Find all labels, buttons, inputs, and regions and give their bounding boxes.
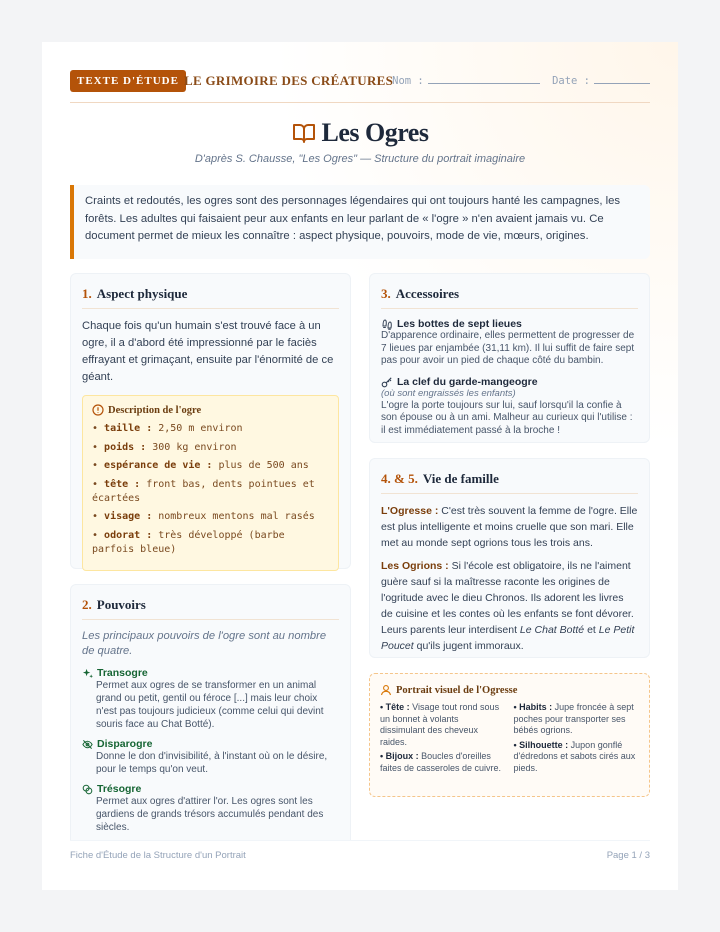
user-icon [380,684,392,696]
accessory-key: La clef du garde-mangeogre [381,376,638,388]
study-badge: TEXTE D'ÉTUDE [70,70,186,92]
portrait-item: • Silhouette : Jupon gonflé d'édredons et sabots cirés aux pieds. [513,739,636,773]
accessoires-heading: 3. Accessoires [381,286,638,309]
book-title: Le Chat Botté [519,624,585,636]
accessoires-card [369,273,650,443]
portrait-col-right [514,702,640,777]
name-label: Nom : [392,75,424,87]
famille-card [369,458,650,658]
footer-title: Fiche d'Étude de la Structure d'un Portrait [70,850,246,861]
page-number: Page 1 / 3 [606,850,650,861]
portrait-item: • Habits : Jupe froncée à sept poches pour transporter ses bébés ogrions. [513,702,634,735]
portrait-item: • Bijoux : Boucles d'oreilles faites de casseroles de cuivre. [380,751,502,773]
aspect-card [70,273,351,569]
aspect-title: Aspect physique [96,286,188,301]
portrait-item: • Tête : Visage tout rond sous un bonnet à volants dissimulant des cheveux raides. [380,702,500,747]
accessory-note: (où sont engraissés les enfants) [381,387,516,399]
page-subtitle: D'après S. Chausse, "Les Ogres" — Structure du portrait imaginaire [194,153,526,165]
pouvoirs-lead: Les principaux pouvoirs de l'ogre sont au nombre de quatre. [82,630,327,657]
page-header [70,70,650,103]
portrait-col-left [380,702,506,777]
page-title [292,118,429,148]
ogrions-paragraph: Les Ogrions : Si l'école est obligatoire, ils ne l'aiment guère sauf si la maîtresse raconte les origines de l'ogritude avec le dieu Chronos. Ils adorent les livres de cuisine et les contes où les enfants se font dévorer. Leurs parents leur interdisent Le Chat Botté et Le Petit Poucet qu'ils jugent immoraux. [381,560,635,652]
desc-item: • espérance de vie : plus de 500 ans [92,460,309,471]
power-desc: Permet aux ogres d'attirer l'or. Les ogres sont les gardiens de grands trésors accumulés pendant des siècles. [96,796,324,833]
accessory-desc: L'ogre la porte toujours sur lui, sauf lorsqu'il la confie à son épouse ou à un ami. Malheur au curieux qui l'utilise : il est immédiatement passé à la broche ! [381,399,633,436]
pouvoirs-heading: 2. Pouvoirs [82,597,339,620]
intro-box: Craints et redoutés, les ogres sont des personnages légendaires qui ont toujours hanté les campagnes, les forêts. Les adultes qui faisaient peur aux enfants en leur parlant de « l'ogre » n'en avaient jamais vu. Ce document permet de mieux les connaître : aspect physique, pouvoirs, mode de vie, mœurs, origines. [70,185,650,259]
key-icon [381,376,393,388]
description-box [82,395,339,571]
sparkles-icon [82,668,93,679]
power-tresogre: Trésogre [82,783,339,795]
book-open-icon [292,122,316,144]
worksheet-page [42,42,678,890]
desc-item: • visage : nombreux mentons mal rasés [92,511,315,522]
description-title: Description de l'ogre [92,404,329,416]
eye-off-icon [82,739,93,750]
page-footer [70,840,650,870]
ogresse-paragraph: L'Ogresse : C'est très souvent la femme de l'ogre. Elle est plus intelligente et moins cruelle que son mari. Elle met au monde sept ogrions tous les trois ans. [381,505,638,549]
portrait-box [369,673,650,797]
collection-title: LE GRIMOIRE DES CRÉATURES [184,73,394,88]
desc-item: • poids : 300 kg environ [92,441,237,453]
accessory-desc: D'apparence ordinaire, elles permettent de progresser de 7 lieues par enjambée (31,11 km). Il lui suffit de faire sept pas pour avoir un pied de chaque côté du bambin. [381,330,635,366]
name-field[interactable] [428,74,540,84]
power-desc: Donne le don d'invisibilité, à l'instant où on le désire, pour le temps qu'on veut. [96,751,328,775]
info-icon [92,404,104,416]
date-label: Date : [552,75,590,87]
date-field[interactable] [594,74,650,84]
footprints-icon [381,318,393,330]
desc-item: • tête : front bas, dents pointues et écartées [92,478,315,504]
title-row [42,118,678,149]
desc-item: • odorat : très développé (barbe parfois bleue) [92,529,285,555]
title-text: Les Ogres [321,118,429,147]
power-transogre: Transogre [82,667,339,679]
portrait-columns [380,702,639,777]
book-title: Le Petit Poucet [381,624,635,652]
coins-icon [82,784,93,795]
accessory-boots: Les bottes de sept lieues [381,318,638,330]
pouvoirs-card [70,584,351,864]
desc-item: • taille : 2,50 m environ [92,423,243,434]
student-fields [392,74,650,87]
portrait-title: Portrait visuel de l'Ogresse [380,684,639,696]
famille-heading: 4. & 5. Vie de famille [381,471,638,494]
power-desc: Permet aux ogres de se transformer en un animal grand ou petit, gentil ou féroce [...] mais leur choix n'est pas toujours judicieux (comme celui qui devint souris face au Chat Botté). [96,680,324,730]
aspect-text: Chaque fois qu'un humain s'est trouvé face à un ogre, il a d'abord été impressionné par le faciès effrayant et grimaçant, ensuite par l'énormité de ce géant. [82,320,334,383]
power-disparogre: Disparogre [82,738,339,750]
aspect-heading [82,286,339,309]
aspect-number: 1. [82,286,92,301]
